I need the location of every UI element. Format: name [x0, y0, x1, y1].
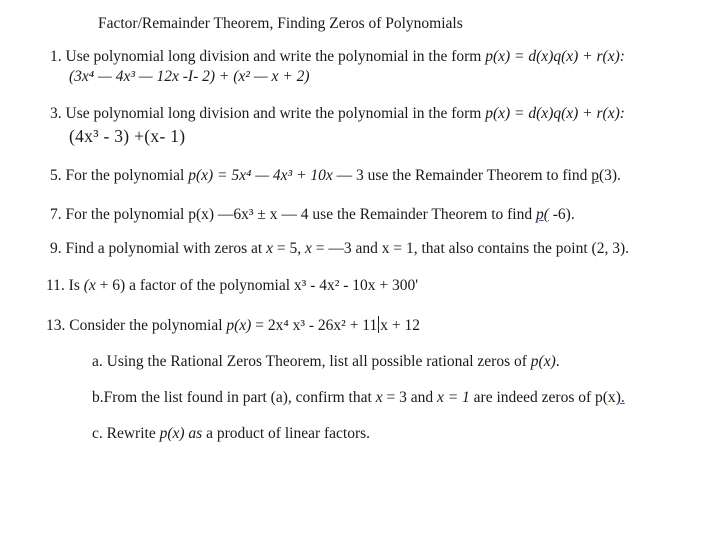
problem-1 [50, 47, 625, 67]
problem-5-poly: p(x) = 5x⁴ — 4x³ + 10x [188, 167, 333, 184]
problem-5-text-a: 5. For the polynomial [50, 167, 189, 184]
problem-5-text-c: (3). [598, 167, 621, 184]
problem-13c-poly: p(x) as [159, 425, 203, 442]
problem-5-text-b: — 3 use the Remainder Theorem to find [332, 167, 592, 184]
problem-5 [50, 166, 621, 186]
problem-13c [92, 424, 370, 444]
problem-13c-text-b: a product of linear factors. [202, 425, 371, 442]
problem-9-x1: x [266, 240, 273, 257]
problem-11 [46, 276, 418, 296]
problem-13-text-b: = 2x⁴ x³ - 26x² + 11 [251, 317, 378, 334]
problem-9-x2: x [305, 240, 312, 257]
problem-13 [46, 316, 420, 336]
problem-13b [92, 388, 625, 408]
problem-13a-text-a: a. Using the Rational Zeros Theorem, list all possible rational zeros of [92, 353, 531, 370]
problem-9-text-b: = 5, [273, 240, 305, 257]
problem-3-expr: (4x³ - 3) +(x- 1) [69, 126, 186, 146]
problem-13b-x2: x = 1 [436, 389, 470, 406]
problem-13b-end: ). [615, 389, 625, 406]
problem-9 [50, 239, 629, 259]
problem-13b-x1: x [375, 389, 383, 406]
problem-13c-text-a: c. Rewrite [92, 425, 160, 442]
problem-13-text-a: 13. Consider the polynomial [46, 317, 227, 334]
problem-7-p-underlined: p( [535, 206, 549, 223]
problem-1-expression [69, 67, 309, 87]
problem-9-text-a: 9. Find a polynomial with zeros at [50, 240, 267, 257]
problem-13b-text-c: are indeed zeros of p(x [469, 389, 616, 406]
problem-13a-text-b: . [555, 353, 560, 370]
problem-3-form: p(x) = d(x)q(x) + r(x): [485, 105, 625, 122]
problem-9-text-c: = —3 and x = 1, that also contains the point (2, 3). [311, 240, 629, 257]
problem-13b-text-b: = 3 and [382, 389, 437, 406]
problem-13a [92, 352, 560, 372]
problem-11-text-a: 11. Is [46, 277, 84, 294]
problem-13a-poly: p(x) [530, 353, 556, 370]
problem-7-text-a: 7. For the polynomial p(x) —6x³ ± x — 4 use the Remainder Theorem to find [50, 206, 536, 223]
problem-11-text-b: + 6) a factor of the polynomial x³ - 4x² - 10x + 300' [95, 277, 419, 294]
problem-5-p-underlined: p [591, 167, 599, 184]
problem-1-text: 1. Use polynomial long division and write the polynomial in the form [50, 48, 486, 65]
problem-13-text-c: x + 12 [380, 317, 420, 334]
problem-3-text: 3. Use polynomial long division and write the polynomial in the form [50, 105, 486, 122]
problem-3 [50, 104, 625, 124]
problem-3-expression [69, 126, 185, 146]
problem-7-text-b: -6). [548, 206, 575, 223]
problem-1-expr: (3x⁴ — 4x³ — 12x -I- 2) + (x² — x + 2) [69, 68, 310, 85]
page-title: Factor/Remainder Theorem, Finding Zeros of Polynomials [98, 15, 463, 32]
problem-7 [50, 205, 575, 225]
problem-13-poly: p(x) [226, 317, 252, 334]
problem-1-form: p(x) = d(x)q(x) + r(x): [485, 48, 625, 65]
problem-13b-text-a: b.From the list found in part (a), confirm that [92, 389, 376, 406]
problem-11-factor: (x [83, 277, 96, 294]
